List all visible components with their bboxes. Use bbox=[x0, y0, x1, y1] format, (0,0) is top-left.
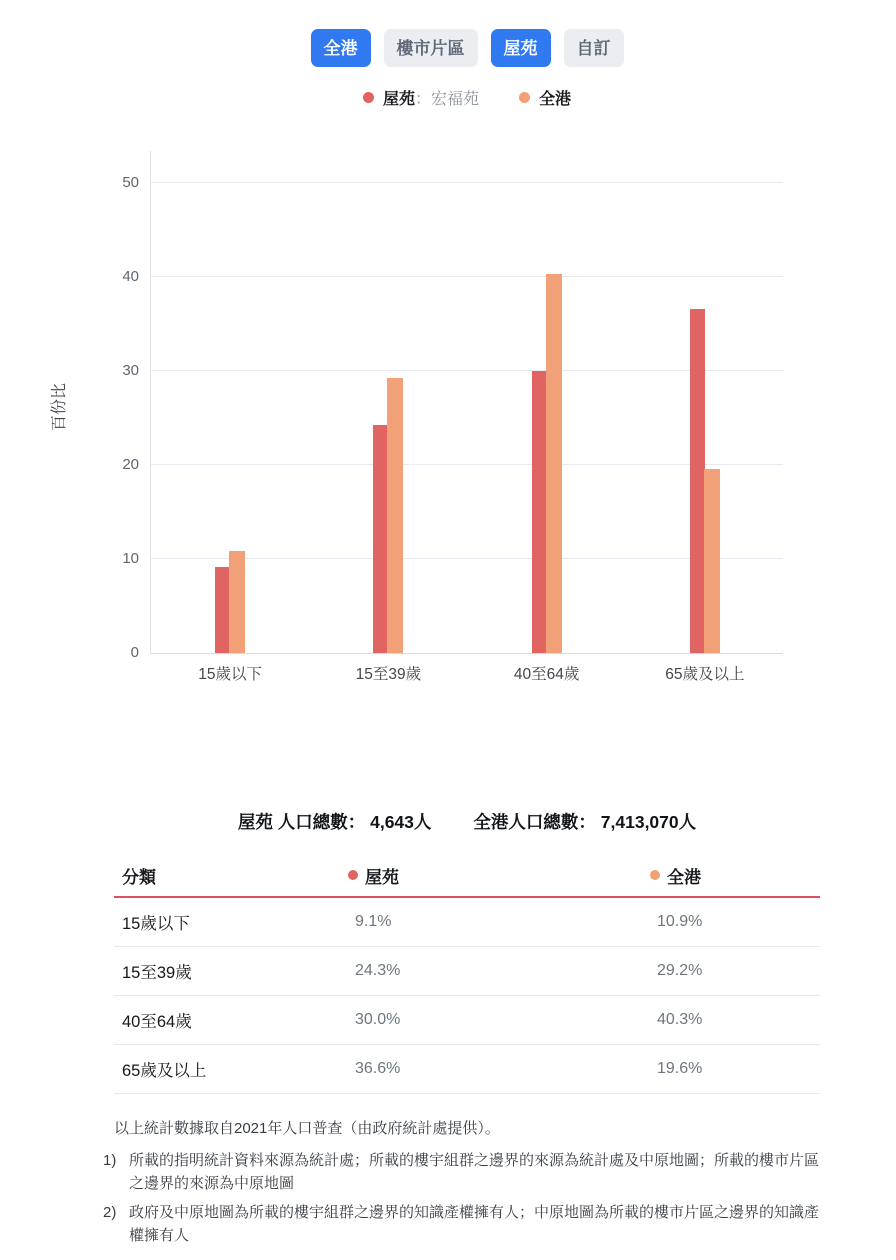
hk-total: 全港人口總數： 7,413,070人 bbox=[473, 812, 697, 832]
table-body bbox=[114, 898, 820, 1094]
scope-tabs bbox=[114, 0, 820, 67]
row-estate-value: 36.6% bbox=[355, 1060, 401, 1077]
table-header-row bbox=[114, 854, 820, 898]
bar-hk-1[interactable] bbox=[387, 378, 403, 653]
row-hk-value: 10.9% bbox=[657, 913, 703, 930]
footnote-intro: 以上統計數據取自2021年人口普查（由政府統計處提供）。 bbox=[114, 1120, 500, 1137]
bar-estate-3[interactable] bbox=[690, 309, 705, 653]
row-estate-value: 30.0% bbox=[355, 1011, 401, 1028]
footnotes bbox=[103, 1118, 820, 1248]
footnote-2: 2) 政府及中原地圖為所載的樓宇組群之邊界的知識產權擁有人；中原地圖為所載的樓市片區之邊界的知識產權擁有人 bbox=[103, 1204, 820, 1245]
table-row-1 bbox=[114, 947, 820, 996]
y-tick-30: 30 bbox=[122, 361, 139, 379]
estate-series-dot-icon bbox=[348, 870, 358, 880]
hk-series-dot-icon bbox=[650, 870, 660, 880]
bar-estate-0[interactable] bbox=[215, 567, 230, 653]
y-tick-20: 20 bbox=[122, 455, 139, 473]
y-axis-title: 百份比 bbox=[50, 383, 68, 432]
stats-table bbox=[114, 854, 820, 1094]
row-estate-value: 24.3% bbox=[355, 962, 401, 979]
legend-item-estate[interactable] bbox=[363, 86, 479, 109]
legend-hk-label: 全港 bbox=[539, 91, 572, 108]
gridline-10 bbox=[151, 558, 783, 559]
row-hk-value: 40.3% bbox=[657, 1011, 703, 1028]
content bbox=[50, 0, 820, 1248]
gridline-20 bbox=[151, 464, 783, 465]
x-label-3: 65歲及以上 bbox=[665, 666, 745, 683]
legend-estate-name: ：宏福苑 bbox=[414, 91, 479, 108]
row-category: 15至39歲 bbox=[122, 964, 192, 982]
estate-series-dot-icon bbox=[363, 92, 374, 103]
tab-hongkong[interactable]: 全港 bbox=[311, 29, 371, 67]
chart-legend bbox=[114, 86, 820, 109]
gridline-40 bbox=[151, 276, 783, 277]
bar-hk-3[interactable] bbox=[704, 469, 720, 653]
row-category: 65歲及以上 bbox=[122, 1062, 207, 1080]
x-label-2: 40至64歲 bbox=[513, 666, 580, 683]
tab-estate[interactable]: 屋苑 bbox=[491, 29, 551, 67]
hk-series-dot-icon bbox=[519, 92, 530, 103]
table-header-hk: 全港 bbox=[650, 863, 820, 888]
legend-estate-label: 屋苑 bbox=[382, 91, 415, 108]
row-hk-value: 19.6% bbox=[657, 1060, 703, 1077]
bar-estate-2[interactable] bbox=[532, 371, 547, 653]
gridline-30 bbox=[151, 370, 783, 371]
table-header-estate: 屋苑 bbox=[348, 863, 650, 888]
table-row-0 bbox=[114, 898, 820, 947]
table-row-2 bbox=[114, 996, 820, 1045]
y-tick-10: 10 bbox=[122, 549, 139, 567]
tab-district[interactable]: 樓市片區 bbox=[384, 29, 478, 67]
tab-custom[interactable]: 自訂 bbox=[564, 29, 624, 67]
row-hk-value: 29.2% bbox=[657, 962, 703, 979]
row-category: 15歲以下 bbox=[122, 915, 190, 933]
bar-estate-1[interactable] bbox=[373, 425, 388, 653]
bar-hk-2[interactable] bbox=[546, 274, 562, 653]
x-label-0: 15歲以下 bbox=[198, 666, 262, 683]
table-header-category: 分類 bbox=[122, 867, 156, 887]
y-tick-0: 0 bbox=[130, 644, 139, 661]
legend-item-hk[interactable] bbox=[519, 86, 571, 109]
row-estate-value: 9.1% bbox=[355, 913, 392, 930]
plot-area bbox=[122, 151, 783, 683]
population-summary bbox=[114, 809, 820, 834]
y-tick-40: 40 bbox=[122, 267, 139, 285]
row-category: 40至64歲 bbox=[122, 1013, 192, 1031]
bar-hk-0[interactable] bbox=[229, 551, 245, 653]
y-tick-50: 50 bbox=[122, 173, 139, 191]
table-row-3 bbox=[114, 1045, 820, 1094]
x-label-1: 15至39歲 bbox=[355, 666, 422, 683]
bar-chart bbox=[50, 131, 820, 691]
footnote-1: 1) 所載的指明統計資料來源為統計處；所載的樓宇組群之邊界的來源為統計處及中原地圖；所載的樓市片區之邊界的來源為中原地圖 bbox=[103, 1151, 820, 1192]
estate-total: 屋苑 人口總數： 4,643人 bbox=[237, 812, 432, 832]
gridline-50 bbox=[151, 182, 783, 183]
